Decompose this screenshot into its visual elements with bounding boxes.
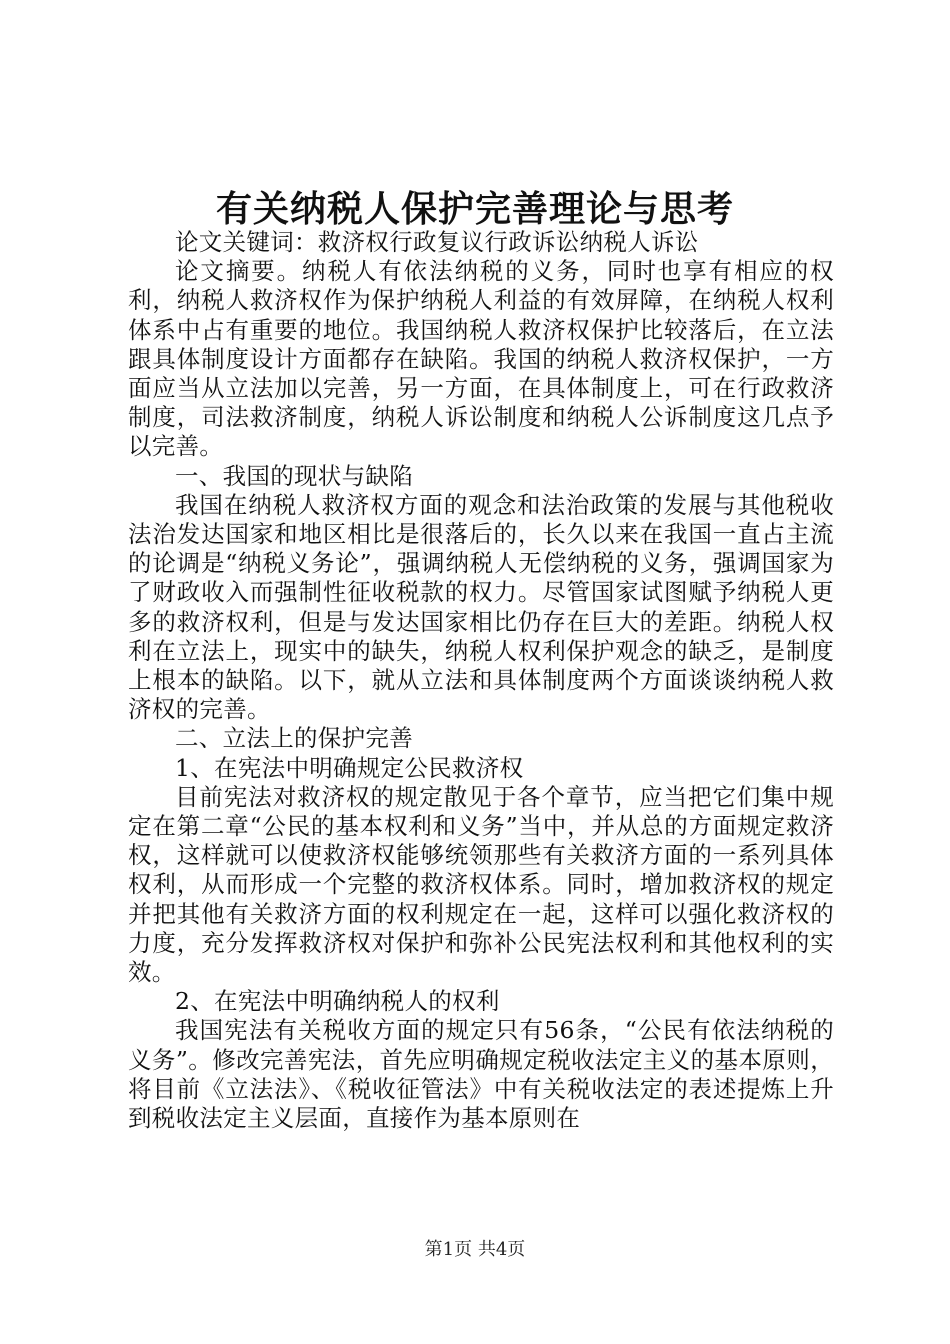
- page-number-footer: 第1页 共4页: [424, 1239, 526, 1260]
- section-heading-2: 二、立法上的保护完善: [175, 724, 413, 753]
- body-paragraph: 我国在纳税人救济权方面的观念和法治政策的发展与其他税收法治发达国家和地区相比是很落后的，长久以来在我国一直占主流的论调是“纳税义务论”，强调纳税人无偿纳税的义务，强调国家为了财政收入而强制性征收税款的权力。尽管国家试图赋予纳税人更多的救济权利，但是与发达国家相比仍存在巨大的差距。纳税人权利在立法上，现实中的缺失，纳税人权利保护观念的缺乏，是制度上根本的缺陷。以下，就从立法和具体制度两个方面谈谈纳税人救济权的完善。: [128, 490, 834, 724]
- body-paragraph: 目前宪法对救济权的规定散见于各个章节，应当把它们集中规定在第二章“公民的基本权利和义务”当中，并从总的方面规定救济权，这样就可以使救济权能够统领那些有关救济方面的一系列具体权利，从而形成一个完整的救济权体系。同时，增加救济权的规定并把其他有关救济方面的权利规定在一起，这样可以强化救济权的力度，充分发挥救济权对保护和弥补公民宪法权利和其他权利的实效。: [128, 782, 834, 987]
- document-body: [128, 228, 834, 1133]
- document-title: 有关纳税人保护完善理论与思考: [215, 188, 734, 230]
- keywords-paragraph: 论文关键词：救济权行政复议行政诉讼纳税人诉讼: [175, 228, 699, 256]
- abstract-paragraph: 论文摘要。纳税人有依法纳税的义务，同时也享有相应的权利，纳税人救济权作为保护纳税人利益的有效屏障，在纳税人权利体系中占有重要的地位。我国纳税人救济权保护比较落后，在立法跟具体制度设计方面都存在缺陷。我国的纳税人救济权保护，一方面应当从立法加以完善，另一方面，在具体制度上，可在行政救济制度，司法救济制度，纳税人诉讼制度和纳税人公诉制度这几点予以完善。: [128, 257, 834, 461]
- subsection-heading-2: 2、在宪法中明确纳税人的权利: [175, 987, 500, 1016]
- section-heading-1: 一、我国的现状与缺陷: [175, 461, 413, 490]
- body-paragraph: 我国宪法有关税收方面的规定只有56条，“公民有依法纳税的义务”。修改完善宪法，首先应明确规定税收法定主义的基本原则，将目前《立法法》、《税收征管法》中有关税收法定的表述提炼上升到税收法定主义层面，直接作为基本原则在: [128, 1016, 834, 1133]
- subsection-heading-1: 1、在宪法中明确规定公民救济权: [175, 753, 524, 782]
